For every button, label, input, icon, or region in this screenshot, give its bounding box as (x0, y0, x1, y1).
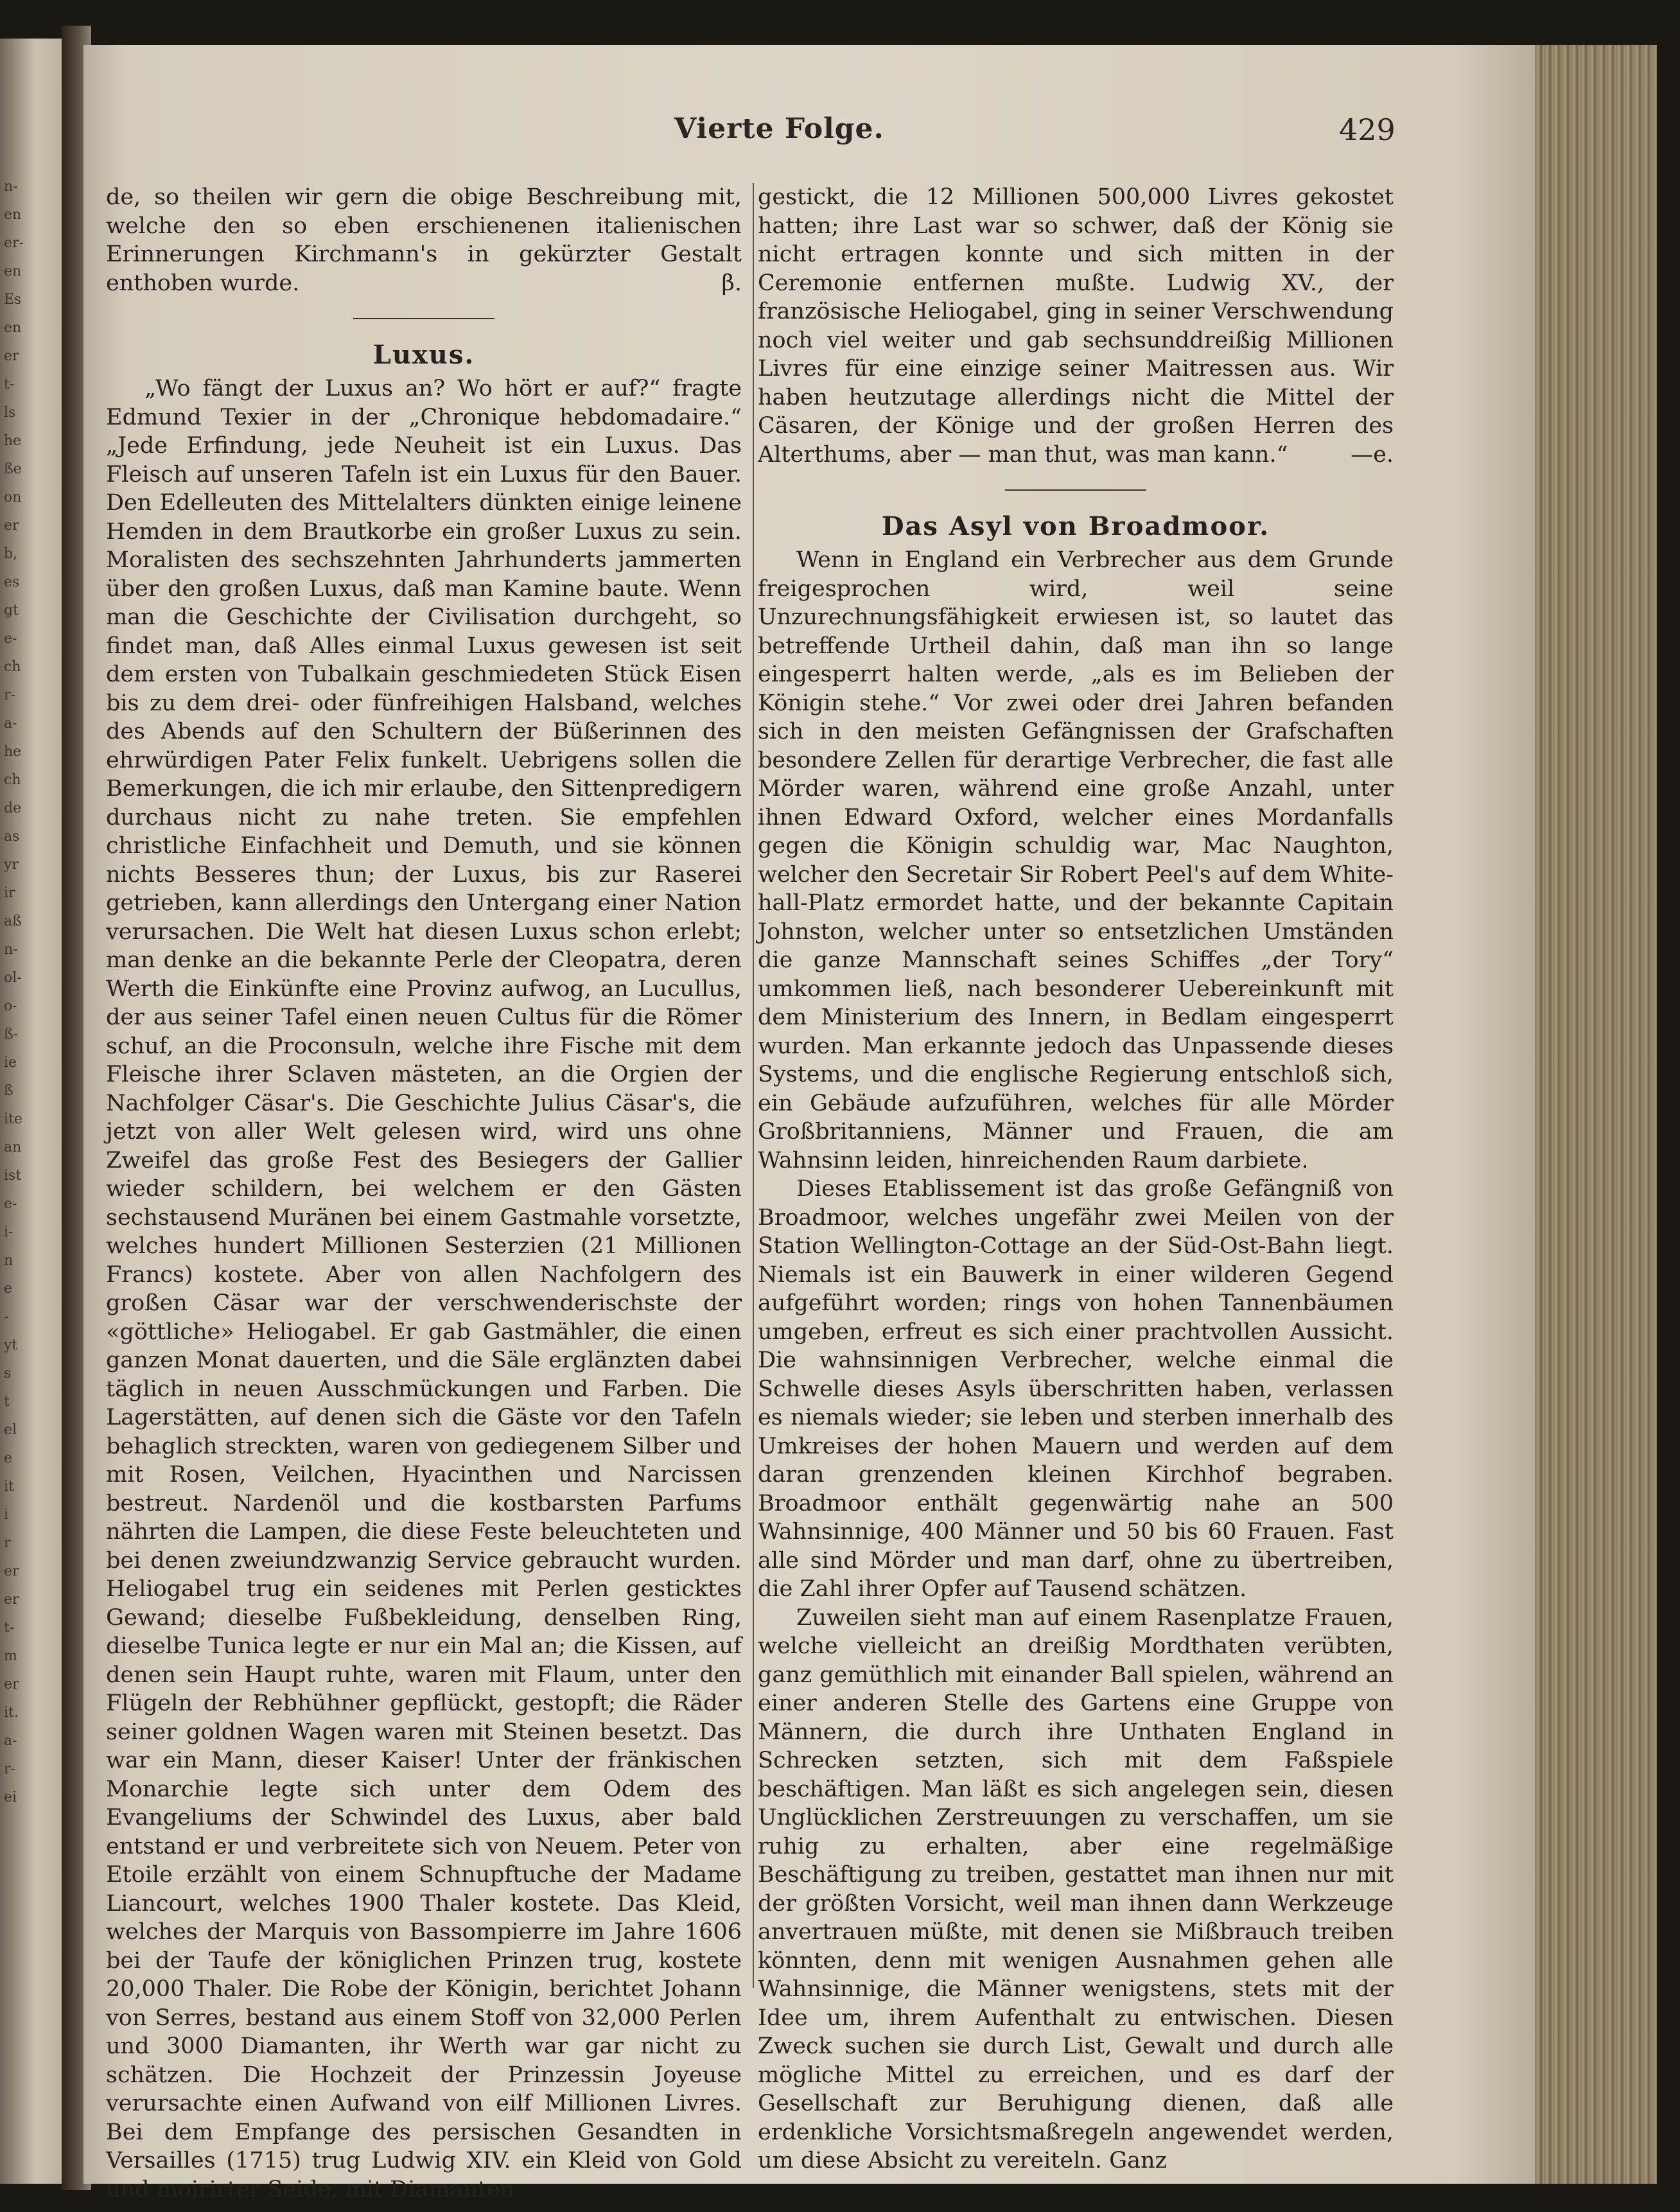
adjacent-page-fragment: ls (4, 405, 16, 421)
adjacent-page-fragment: yr (4, 857, 19, 873)
adjacent-page-fragment: t (4, 1394, 10, 1410)
adjacent-page-fragment: ir (4, 885, 15, 901)
adjacent-page-fragment: gt (4, 602, 19, 619)
article-paragraph: Dieses Etablissement ist das große Gefängniß von Broadmoor, welches ungefähr zwei Meilen von der Station Wellington-Cottage an der Süd-Ost-Bahn liegt. Niemals ist ein Bauwerk in einer wilderen Gegend aufgeführt worden; rings von hohen Tannenbäumen umgeben, erfreut es sich einer prachtvollen Aussicht. Die wahnsinnigen Verbrecher, welche einmal die Schwelle dieses Asyls überschritten haben, verlassen es niemals wieder; sie leben und sterben innerhalb des Umkreises der hohen Mauern und werden auf dem daran grenzenden kleinen Kirchhof begraben. Broadmoor enthält gegenwärtig nahe an 500 Wahnsinnige, 400 Männer und 50 bis 60 Frauen. Fast alle sind Mörder und man darf, ohne zu übertreiben, die Zahl ihrer Opfer auf Tausend schätzen. (758, 1176, 1394, 1602)
adjacent-page-fragment: a- (4, 1733, 17, 1749)
adjacent-page-fragment: he (4, 744, 22, 760)
article-paragraph-continued (758, 183, 1394, 469)
adjacent-page-fragment: es (4, 574, 20, 590)
adjacent-page-fragment: e- (4, 1196, 17, 1212)
adjacent-page-fragment: er (4, 348, 19, 364)
adjacent-page-fragment: el (4, 1422, 17, 1438)
adjacent-page-fragment: er (4, 518, 19, 534)
adjacent-page-fragment: m (4, 1648, 17, 1664)
continued-text: gestickt, die 12 Millionen 500,000 Livres gekostet hatten; ihre Last war so schwer, daß der König sie nicht ertragen konnte und sich mitten in der Ceremonie entfernen mußte. Ludwig XV., der französische Heliogabel, ging in seiner Verschwendung noch viel weiter und gab sechsunddreißig Millionen Livres für eine einzige seiner Maitressen aus. Wir haben heutzutage allerdings nicht die Mittel der Cäsaren, der Könige und der großen Herren des Alterthums, aber — man thut, was man kann.“ (758, 184, 1394, 468)
adjacent-page-fragment: ist (4, 1168, 22, 1184)
article-signature: —e. (1351, 441, 1394, 468)
article-title-broadmoor: Das Asyl von Broadmoor. (881, 511, 1270, 541)
adjacent-page-fragment: - (4, 1309, 9, 1325)
column-divider (753, 183, 754, 1988)
article-paragraph: „Wo fängt der Luxus an? Wo hört er auf?“ fragte Edmund Texier in der „Chronique hebdomadaire.“ „Jede Erfindung, jede Neuheit ist ein Luxus. Das Fleisch auf unseren Tafeln ist ein Luxus für den Bauer. Den Edelleuten des Mittelalters dünkten einige leinene Hemden in dem Brautkorbe ein großer Luxus zu sein. Moralisten des sechszehnten Jahrhunderts jammerten über den großen Luxus, daß man Kamine baute. Wenn man die Geschichte der Civilisation durchgeht, so findet man, daß Alles einmal Luxus gewesen ist seit dem ersten von Tubalkain geschmiedeten Stück Eisen bis zu dem drei- oder fünfreihigen Halsband, welches des Abends auf den Schultern der Büßerinnen des ehrwürdigen Pater Felix funkelt. Uebrigens sollen die Bemerkungen, die ich mir erlaube, den Sittenpredigern durchaus nicht zu nahe treten. Sie empfehlen christliche Einfachheit und Demuth, und sie können nichts Besseres thun; der Luxus, bis zur Raserei getrieben, kann allerdings den Untergang einer Nation verursachen. Die Welt hat diesen Luxus schon erlebt; man denke an die bekannte Perle der Cleopatra, deren Werth die Einkünfte eine Provinz aufwog, an Lucullus, der aus seiner Tafel einen neuen Cultus für die Römer schuf, an die Proconsuln, welche ihre Fische mit dem Fleische ihrer Sclaven mästeten, an die Orgien der Nachfolger Cäsar's. Die Geschichte Julius Cäsar's, die jetzt von aller Welt gelesen wird, wird uns ohne Zweifel das große Fest des Besiegers der Gallier wieder schildern, bei welchem er den Gästen sechstausend Muränen bei einem Gastmahle vorsetzte, welches hundert Millionen Sesterzien (21 Millionen Francs) kostete. Aber von allen Nachfolgern des großen Cäsar war der verschwenderischste der «göttliche» Heliogabel. Er gab Gastmähler, die einen ganzen Monat dauerten, und die Säle erglänzten dabei täglich in neuen Ausschmückungen und Farben. Die Lagerstätten, auf denen sich die Gäste vor den Tafeln behaglich streckten, waren von gediegenem Silber und mit Rosen, Veilchen, Hyacinthen und Narcissen bestreut. Nardenöl und die kostbarsten Parfums nährten die Lampen, die diese Feste beleuchteten und bei denen zweiundzwanzig Service gebraucht wurden. Heliogabel trug ein seidenes mit Perlen gesticktes Gewand; dieselbe Fußbekleidung, denselben Ring, dieselbe Tunica legte er nur ein Mal an; die Kissen, auf denen sein Haupt ruhte, waren mit Flaum, unter den Flügeln der Rebhühner gepflückt, gestopft; die Räder seiner goldnen Wagen waren mit Steinen besetzt. Das war ein Mann, dieser Kaiser! Unter der fränkischen Monarchie legte sich unter dem Odem des Evangeliums der Schwindel des Luxus, aber bald entstand er und verbreitete sich von Neuem. Peter von Etoile erzählt von einem Schnupftuche der Madame Liancourt, welches 1900 Thaler kostete. Das Kleid, welches der Marquis von Bassompierre im Jahre 1606 bei der Taufe der königlichen Prinzen trug, kostete 20,000 Thaler. Die Robe der Königin, berichtet Johann von Serres, bestand aus einem Stoff von 32,000 Perlen und 3000 Diamanten, ihr Werth war gar nicht zu schätzen. Die Hochzeit der Prinzessin Joyeuse verursachte einen Aufwand von eilf Millionen Livres. Bei dem Empfange des persischen Gesandten in Versailles (1715) trug Ludwig XIV. ein Kleid von Gold und moirirter Seide, mit Diamanten (106, 376, 742, 2202)
adjacent-page-fragment: n (4, 1252, 13, 1268)
section-divider (353, 318, 494, 319)
adjacent-page-fragment: i (4, 1507, 9, 1523)
adjacent-page-fragment: er (4, 1563, 19, 1579)
adjacent-page-fragment: n- (4, 179, 18, 195)
left-column (106, 183, 742, 2204)
adjacent-page-fragment: en (4, 207, 22, 223)
adjacent-page-fragment: ß- (4, 1026, 19, 1042)
continuation-paragraph (106, 183, 742, 297)
adjacent-page-fragment: ei (4, 1789, 17, 1805)
adjacent-page-fragment: he (4, 433, 22, 449)
adjacent-page-fragment: e (4, 1281, 13, 1297)
adjacent-page-fragment: r- (4, 687, 15, 703)
article-paragraph: Zuweilen sieht man auf einem Rasenplatze Frauen, welche vielleicht an dreißig Mordthaten verübten, ganz gemüthlich mit einander Ball spielen, während an einer anderen Stelle des Gartens eine Gruppe von Männern, die durch ihre Unthaten England in Schrecken setzten, sich mit dem Faßspiele beschäftigen. Man läßt es sich angelegen sein, diesen Unglücklichen Zerstreuungen zu verschaffen, um sie ruhig zu erhalten, aber eine regelmäßige Beschäftigung zu treiben, gestattet man ihnen nur mit der größten Vorsicht, weil man ihnen dann Werkzeuge anvertrauen müßte, mit denen sie Mißbrauch treiben könnten, denn mit wenigen Ausnahmen gehen alle Wahnsinnige, die Männer wenigstens, stets mit der Idee um, ihrem Aufenthalt zu entwischen. Diesen Zweck suchen sie durch List, Gewalt und durch alle mögliche Mittel zu erreichen, und es darf der Gesellschaft zur Beruhigung dienen, daß alle erdenkliche Vorsichtsmaßregeln angewendet werden, um diese Absicht zu vereiteln. Ganz (758, 1604, 1394, 2173)
adjacent-page-fragment: n- (4, 942, 18, 958)
running-head: Vierte Folge. (674, 112, 884, 145)
adjacent-page-fragment: yt (4, 1337, 18, 1353)
adjacent-page-fragment: o- (4, 998, 17, 1014)
adjacent-page-fragment: r (4, 1535, 11, 1551)
adjacent-page-fragment: ch (4, 659, 21, 675)
adjacent-page-fragment: i- (4, 1224, 13, 1240)
continuation-text: de, so theilen wir gern die obige Beschreibung mit, welche den so eben erschienenen italienischen Erinnerungen Kirchmann's in gekürzter Gestalt enthoben wurde. (106, 184, 742, 296)
adjacent-page-fragment: ß (4, 1083, 13, 1099)
adjacent-page-fragment: ol- (4, 970, 22, 986)
adjacent-page-fragment: t- (4, 376, 15, 392)
adjacent-page-fragment: it (4, 1479, 14, 1495)
adjacent-page-fragment: ite (4, 1111, 22, 1127)
adjacent-page-fragment: e- (4, 631, 17, 647)
adjacent-page-fragment: it. (4, 1705, 19, 1721)
section-divider (1005, 489, 1146, 491)
page-edges (1535, 45, 1657, 2184)
adjacent-page-fragment: t- (4, 1620, 15, 1636)
adjacent-page-fragment: s (4, 1365, 12, 1382)
adjacent-page-fragment: r- (4, 1761, 15, 1777)
adjacent-page-fragment: de (4, 800, 22, 816)
adjacent-page-fragment: ch (4, 772, 21, 788)
adjacent-page-fragment: Es (4, 292, 22, 308)
adjacent-page-fragment: ße (4, 461, 22, 477)
page-number: 429 (1339, 112, 1396, 147)
adjacent-page-fragment: e (4, 1450, 13, 1466)
adjacent-page-fragment: on (4, 489, 22, 505)
right-column (758, 183, 1394, 2175)
article-title-luxus: Luxus. (372, 340, 475, 370)
article-paragraph: Wenn in England ein Verbrecher aus dem Grunde freigesprochen wird, weil seine Unzurechnungsfähigkeit erwiesen ist, so lautet das betreffende Urtheil dahin, daß man ihn so lange eingesperrt halten werde, „als es im Belieben der Königin stehe.“ Vor zwei oder drei Jahren befanden sich in den meisten Gefängnissen der Grafschaften besondere Zellen für derartige Verbrecher, die fast alle Mörder waren, während eine große Anzahl, unter ihnen Edward Oxford, welcher eines Mordanfalls gegen die Königin schuldig war, Mac Naughton, welcher den Secretair Sir Robert Peel's auf dem White-hall-Platz ermordet hatte, und der bekannte Capitain Johnston, welcher unter so entsetzlichen Umständen die ganze Mannschaft seines Schiffes „der Tory“ umkommen ließ, nach besonderer Uebereinkunft mit dem Ministerium des Innern, in Bedlam eingesperrt wurden. Man erkannte jedoch das Unpassende dieses Systems, und die englische Regierung entschloß sich, ein Gebäude aufzuführen, welches für alle Mörder Großbritanniens, Männer und Frauen, die am Wahnsinn leiden, hinreichenden Raum darbiete. (758, 547, 1394, 1173)
adjacent-page-fragment: b, (4, 546, 18, 562)
adjacent-page-edge (0, 39, 64, 2184)
adjacent-page-fragment: aß (4, 913, 22, 929)
adjacent-page-fragment: er (4, 1676, 19, 1692)
adjacent-page-fragment: an (4, 1139, 22, 1155)
adjacent-page-fragment: ie (4, 1055, 17, 1071)
continuation-signature: β. (721, 270, 742, 296)
adjacent-page-fragment: er (4, 1592, 19, 1608)
adjacent-page-fragment: as (4, 829, 20, 845)
adjacent-page-fragment: en (4, 263, 22, 279)
adjacent-page-fragment: en (4, 320, 22, 336)
adjacent-page-fragment: a- (4, 715, 17, 732)
adjacent-page-fragment: er- (4, 235, 24, 251)
